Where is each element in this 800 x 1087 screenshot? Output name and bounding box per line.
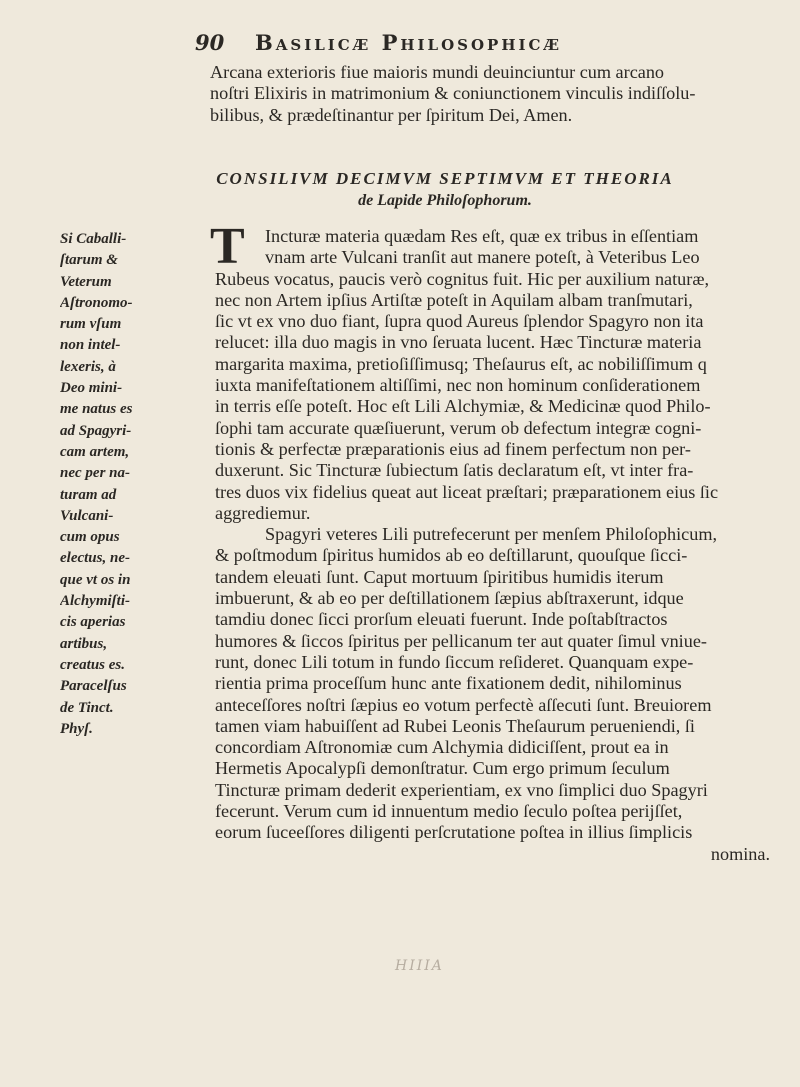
margin-note: rum vſum xyxy=(60,316,122,333)
running-title: Basilicæ Philosophicæ xyxy=(255,30,562,55)
margin-notes xyxy=(60,229,186,740)
text-line: nomina. xyxy=(710,843,770,864)
section-title: CONSILIVM DECIMVM SEPTIMVM ET THEORIA xyxy=(216,169,674,188)
text-line: vnam arte Vulcani tranſit aut manere poteſt, à Veteribus Leo xyxy=(265,247,700,268)
margin-note: Paracelſus xyxy=(60,678,127,695)
text-line: & poſtmodum ſpiritus humidos ab eo deſtillarunt, quouſque ſicci- xyxy=(215,545,688,566)
text-line: tandem eleuati ſunt. Caput mortuum ſpiritibus humidis iterum xyxy=(215,566,664,587)
section-subtitle: de Lapide Philoſophorum. xyxy=(358,192,532,209)
drop-cap: T xyxy=(210,218,245,275)
page-header xyxy=(195,30,755,64)
body-text xyxy=(210,218,770,865)
margin-note: Vulcani- xyxy=(60,507,114,524)
text-line: ſic vt ex vno duo fiant, ſupra quod Aureus ſplendor Spagyro non ita xyxy=(215,311,704,332)
text-line: fecerunt. Verum cum id innuentum medio ſeculo poſtea perijſſet, xyxy=(215,801,683,822)
text-line: runt, donec Lili totum in fundo ſiccum reſideret. Quanquam expe- xyxy=(215,651,694,672)
margin-note: lexeris, à xyxy=(60,358,116,375)
margin-note: cum opus xyxy=(60,529,120,546)
text-line: tamen viam habuiſſent ad Rubei Leonis Theſaurum perueniendi, ſi xyxy=(215,715,695,736)
text-line: tres duos vix fidelius queat aut liceat præſtari; præparationem eius ſic xyxy=(215,481,719,502)
margin-note: cam artem, xyxy=(60,443,130,460)
margin-note: Deo mini- xyxy=(60,380,123,397)
margin-note: artibus, xyxy=(60,635,108,652)
text-line: ſophi tam accurate quæſiuerunt, verum ob defectum integræ cogni- xyxy=(215,417,702,438)
text-line: eorum ſuceeſſores diligenti perſcrutatione poſtea in illius ſimplicis xyxy=(215,822,693,843)
text-line: humores & ſiccos ſpiritus per pellicanum ter aut quater ſimul vniue- xyxy=(215,630,707,651)
text-line: imbuerunt, & ab eo per deſtillationem ſæpius abſtraxerunt, idque xyxy=(215,588,684,609)
text-line: aggrediemur. xyxy=(215,502,311,523)
margin-note: Phyſ. xyxy=(60,720,93,737)
text-line: relucet: illa duo magis in vno ſeruata lucent. Hæc Tincturæ materia xyxy=(215,332,702,353)
margin-note: me natus es xyxy=(60,401,133,418)
text-line: duxerunt. Sic Tincturæ ſubiectum ſatis declaratum eſt, vt inter fra- xyxy=(215,460,694,481)
margin-note: nec per na- xyxy=(60,465,130,482)
text-line: Spagyri veteres Lili putrefecerunt per menſem Philoſophicum, xyxy=(265,524,718,545)
text-line: nec non Artem ipſius Artiſtæ poteſt in Aquilam albam tranſmutari, xyxy=(215,289,693,310)
margin-note: de Tinct. xyxy=(60,699,114,716)
margin-note: ſtarum & xyxy=(60,252,118,269)
text-line: Incturæ materia quædam Res eſt, quæ ex tribus in eſſentiam xyxy=(265,226,699,246)
intro-paragraph xyxy=(210,62,770,126)
margin-note: creatus es. xyxy=(60,656,125,673)
margin-note: Aſtronomo- xyxy=(60,294,133,311)
text-line: Rubeus vocatus, paucis verò cognitus fuit. Hic per auxilium naturæ, xyxy=(215,268,709,289)
section-heading xyxy=(140,168,750,212)
margin-note: non intel- xyxy=(60,337,121,354)
margin-note: turam ad xyxy=(60,486,117,503)
text-line: tamdiu donec ſicci prorſum eleuati fuerunt. Inde poſtabſtractos xyxy=(215,609,668,630)
margin-note: cis aperias xyxy=(60,614,126,631)
text-line: Arcana exterioris fiue maioris mundi deuinciuntur cum arcano xyxy=(210,62,665,82)
margin-note: Alchymiſti- xyxy=(60,593,130,610)
text-line: anteceſſores noſtri ſæpius eo votum perfectè aſſecuti ſunt. Breuiorem xyxy=(215,694,712,715)
text-line: Hermetis Apocalypſi demonſtratur. Cum ergo primum ſeculum xyxy=(215,758,670,779)
page-number: 90 xyxy=(195,30,225,55)
text-line: noſtri Elixiris in matrimonium & coniunctionem vinculis indiſſolu- xyxy=(210,83,696,104)
text-line: rientia prima proceſſum hunc ante fixationem dedit, nihilominus xyxy=(215,673,682,694)
text-line: iuxta manifeſtationem altiſſimi, nec non hominum conſiderationem xyxy=(215,375,701,396)
margin-note: Veterum xyxy=(60,273,112,290)
text-line: bilibus, & prædeſtinantur per ſpiritum Dei, Amen. xyxy=(210,104,573,125)
text-line: in terris eſſe poteſt. Hoc eſt Lili Alchymiæ, & Medicinæ quod Philo- xyxy=(215,396,711,417)
text-line: margarita maxima, pretioſiſſimusq; Theſaurus eſt, ac nobiliſſimum q xyxy=(215,353,707,374)
margin-note: Si Caballi- xyxy=(60,231,127,247)
margin-note: electus, ne- xyxy=(60,550,130,567)
text-line: concordiam Aſtronomiæ cum Alchymia didiciſſent, prout ea in xyxy=(215,737,669,758)
text-line: Tincturæ primam dederit experientiam, ex vno ſimplici duo Spagyri xyxy=(215,779,708,800)
margin-note: que vt os in xyxy=(60,571,131,588)
margin-note: ad Spagyri- xyxy=(60,422,132,439)
text-line: tionis & perfectæ præparationis eius ad finem perfectum non per- xyxy=(215,438,691,459)
show-through-mark: HIIIA xyxy=(395,958,444,974)
